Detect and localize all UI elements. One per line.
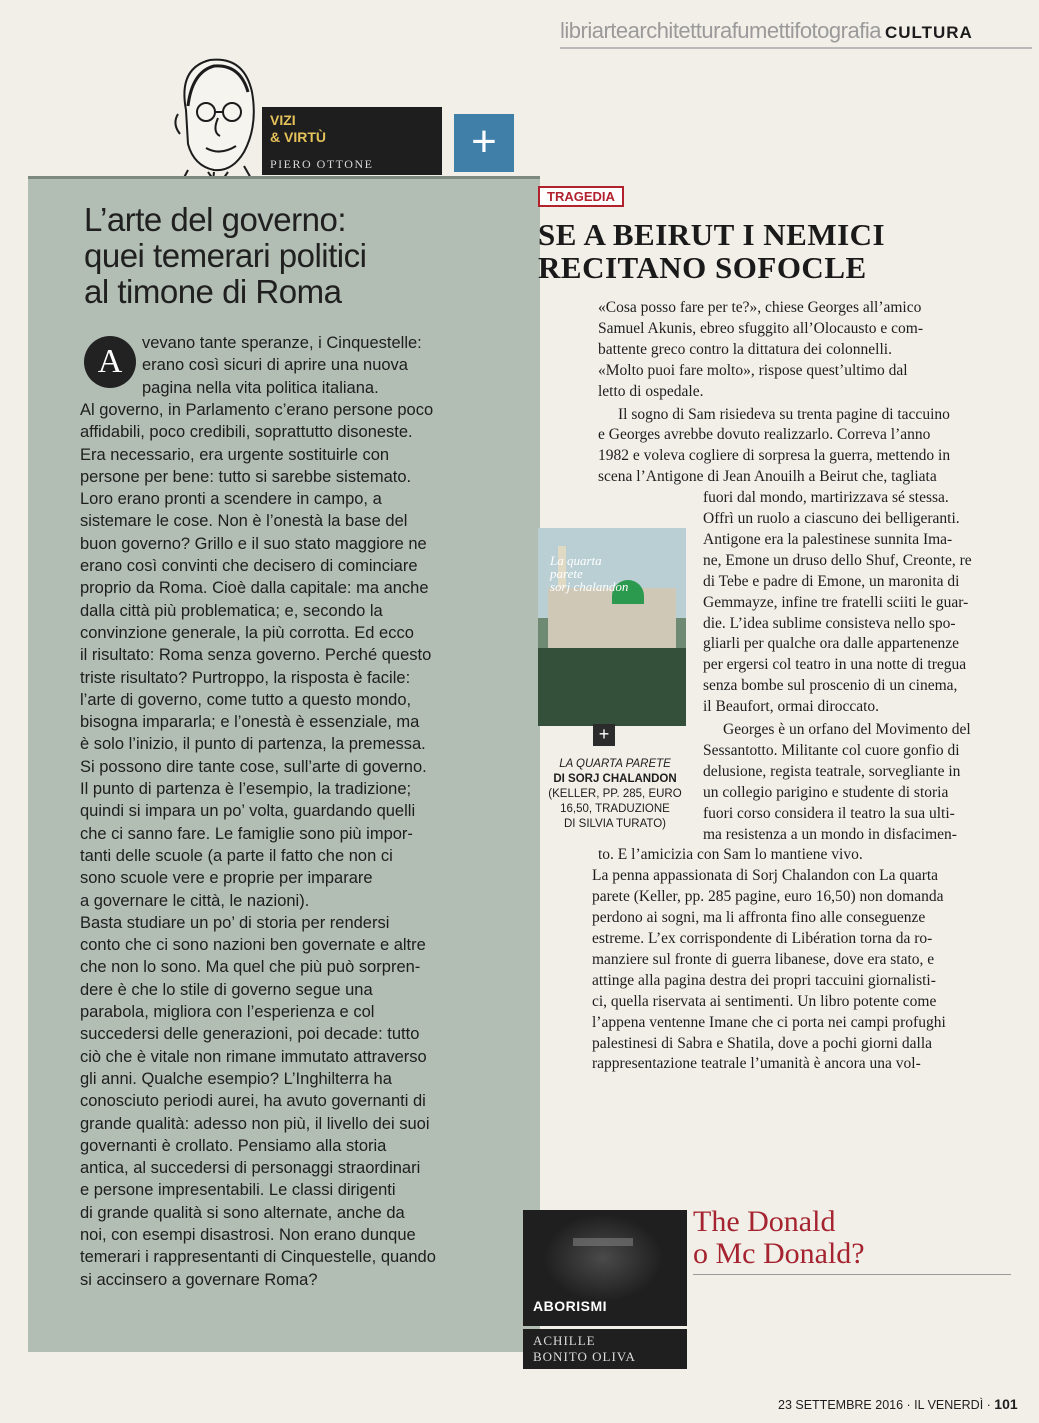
left-body-line: è solo l’inizio, il punto di partenza, la premessa.: [80, 735, 426, 754]
title-line: al timone di Roma: [84, 273, 342, 310]
aborismi-author-line: ACHILLE: [533, 1333, 596, 1348]
right-body-line: battente greco contro la dittatura dei colonnelli.: [598, 340, 892, 358]
header-rule: [560, 47, 1032, 49]
right-body-line: fuori corso considera il teatro la sua ulti-: [703, 804, 955, 822]
left-body-line: noi, con esempi disastrosi. Non erano dunque: [80, 1226, 416, 1244]
category-tag: TRAGEDIA: [538, 186, 624, 207]
left-body-line: dalla città più problematica; e, secondo la: [80, 601, 383, 620]
right-body-line: e Georges avrebbe dovuto realizzarlo. Correva l’anno: [598, 426, 931, 444]
right-body-line: di Tebe e padre di Emone, un maronita di: [703, 572, 960, 590]
caption-line: DI SORJ CHALANDON: [553, 773, 677, 785]
left-body-line: conosciuto periodi aurei, ha avuto governanti di: [80, 1092, 426, 1111]
right-article-headline: [538, 218, 1018, 284]
left-body-line: il risultato: Roma senza governo. Perché questo: [80, 646, 432, 665]
aborismi-author-line: BONITO OLIVA: [533, 1349, 636, 1364]
right-body-line: senza bombe sul proscenio di un cinema,: [703, 677, 958, 695]
left-body-line: conto che ci sono nazioni ben governate e altre: [80, 936, 426, 955]
left-body-line: quindi si impara un po’ volta, guardando quelli: [80, 802, 416, 821]
right-body-line: per ergersi col teatro in una notte di tregua: [703, 656, 967, 674]
book-caption: [535, 757, 695, 832]
right-body-line: parete (Keller, pp. 285 pagine, euro 16,50) non domanda: [592, 888, 944, 906]
left-body-line: pagina nella vita politica italiana.: [142, 378, 379, 397]
plus-icon: +: [451, 111, 517, 175]
section-header: [560, 18, 1030, 46]
right-body-line: ma resistenza a un mondo in disfacimen-: [703, 825, 957, 843]
headline-line: RECITANO SOFOCLE: [538, 250, 867, 285]
right-body-line: Il sogno di Sam risiedeva su trenta pagine di taccuino: [618, 405, 950, 423]
aborismi-rule: [693, 1274, 1011, 1275]
aborismi-title: [693, 1206, 1023, 1270]
column-name: VIZI & VIRTÙ: [270, 112, 326, 145]
aborismi-title-line: The Donald: [693, 1205, 836, 1238]
book-cover-image: [538, 528, 686, 726]
right-body-line: letto di ospedale.: [598, 382, 704, 400]
page-footer: [778, 1396, 1030, 1412]
right-body-line: attinge alla pagina destra dei propri taccuini giornalisti-: [592, 971, 936, 989]
section-list: libriartearchitetturafumettifotografia: [560, 18, 881, 43]
page-number: 101: [994, 1396, 1018, 1412]
left-body-line: persone per bene: tutto si sarebbe sistemato.: [80, 467, 412, 486]
left-body-line: di grande qualità si sono alternate, anche da: [80, 1203, 405, 1222]
right-body-line: gliarli per qualche ora dalle appartenenze: [703, 635, 960, 653]
left-body-line: Si possono dire tante cose, sull’arte di governo.: [80, 757, 427, 776]
left-body-line: dere è che lo stile di governo segue una: [80, 980, 373, 999]
left-body-line: buon governo? Grillo e il suo stato maggiore ne: [80, 534, 427, 553]
cover-plus-icon: +: [593, 724, 615, 746]
column-label-box: [262, 107, 442, 175]
right-body-line: Antigone era la palestinese sunnita Ima-: [703, 530, 953, 548]
right-body-line: Gemmayze, infine tre fratelli sciiti le guar-: [703, 593, 969, 611]
left-body-line: che ci sanno fare. Le famiglie sono più impor-: [80, 824, 413, 843]
left-body-line: affidabili, poco credibili, soprattutto disoneste.: [80, 423, 413, 442]
right-body-line: ci, quella riservata ai sentimenti. Un libro potente come: [592, 992, 937, 1010]
left-body-line: bisogna impararla; e l’onestà è essenziale, ma: [80, 713, 420, 732]
left-body-line: Basta studiare un po’ di storia per rendersi: [80, 913, 390, 932]
right-body-line: scena l’Antigone di Jean Anouilh a Beirut che, tagliata: [598, 468, 937, 486]
right-body-line: «Cosa posso fare per te?», chiese Georges all’amico: [598, 299, 922, 316]
caption-line: (KELLER, PP. 285, EURO: [548, 788, 682, 800]
right-body-line: La penna appassionata di Sorj Chalandon con La quarta: [592, 867, 939, 885]
aborismi-label: ABORISMI: [533, 1298, 607, 1314]
right-body-line: perdono ai sogni, ma li affronta fino alle conseguenze: [592, 909, 926, 927]
left-article-title: [84, 202, 494, 310]
left-body-line: sono scuole vere e proprie per imparare: [80, 869, 373, 888]
left-body-line: ciò che è vitale non rimane immutato attraverso: [80, 1047, 427, 1066]
left-body-line: temerari i rappresentanti di Cinquestelle, quando: [80, 1248, 436, 1267]
aborismi-author-box: [523, 1329, 687, 1369]
right-body-line: manziere sul fronte di guerra libanese, dove era stato, e: [592, 950, 935, 968]
left-body-line: triste risultato? Purtroppo, la risposta è facile:: [80, 668, 411, 687]
right-body-line: rappresentazione teatrale l’umanità è ancora una vol-: [592, 1055, 921, 1073]
right-body-line: il Beaufort, ormai diroccato.: [703, 698, 880, 716]
headline-line: SE A BEIRUT I NEMICI: [538, 217, 886, 252]
box-top-rule: [28, 176, 540, 179]
left-body-line: l’arte di governo, come tutto a questo mondo,: [80, 690, 412, 709]
title-line: L’arte del governo:: [84, 201, 347, 238]
left-body-line: si accinsero a governare Roma?: [80, 1270, 318, 1289]
left-body-line: proprio da Roma. Cioè dalla capitale: ma anche: [80, 579, 429, 598]
left-body-line: grande qualità: adesso non più, il livello dei suoi: [80, 1114, 430, 1133]
dropcap: A: [84, 336, 136, 388]
left-body-line: parabola, migliora con l’esperienza e col: [80, 1003, 375, 1021]
left-body-line: antica, al succedersi di personaggi straordinari: [80, 1159, 421, 1178]
aborismi-title-line: o Mc Donald?: [693, 1237, 865, 1270]
right-body-line: «Molto puoi fare molto», rispose quest’ultimo dal: [598, 361, 908, 379]
title-line: quei temerari politici: [84, 237, 367, 274]
eyes-band: [573, 1238, 633, 1246]
left-body-line: succedersi delle generazioni, poi decade: tutto: [80, 1025, 420, 1044]
right-body-line: Sessantotto. Militante col cuore gonfio di: [703, 741, 960, 759]
right-body-line: Samuel Akunis, ebreo sfuggito all’Olocausto e com-: [598, 319, 924, 337]
right-body-line: l’appena ventenne Imane che ci porta nei campi profughi: [592, 1013, 946, 1031]
right-body-line: delusione, regista teatrale, sorvegliante in: [703, 762, 961, 780]
right-body-line: Georges è un orfano del Movimento del: [723, 721, 971, 738]
face-image: [543, 1214, 663, 1302]
aborismi-image: [523, 1210, 687, 1326]
left-body-line: e persone impresentabili. Le classi dirigenti: [80, 1181, 396, 1200]
column-author: PIERO OTTONE: [270, 157, 374, 171]
left-body-line: convinzione generale, la più corrotta. Ed ecco: [80, 623, 414, 642]
left-body-line: che non lo sono. Ma quel che più può sorpren-: [80, 958, 421, 977]
footer-date: 23 SETTEMBRE 2016 · IL VENERDÌ ·: [778, 1398, 991, 1412]
caption-line: 16,50, TRADUZIONE: [560, 803, 670, 815]
right-body-line: estreme. L’ex corrispondente di Libération torna da ro-: [592, 930, 933, 947]
left-body-line: erano così convinti che decisero di cominciare: [80, 557, 418, 575]
right-body-line: un collegio parigino e studente di storia: [703, 783, 949, 801]
right-body-line: to. E l’amicizia con Sam lo mantiene vivo.: [598, 846, 863, 864]
right-body-line: palestinesi di Sabra e Shatila, dove a pochi giorni dalla: [592, 1034, 933, 1052]
left-body-line: Loro erano pronti a scendere in campo, a: [80, 490, 382, 509]
caption-line: LA QUARTA PARETE: [559, 758, 671, 770]
left-body-line: Al governo, in Parlamento c’erano persone poco: [80, 400, 434, 419]
right-body-line: die. L’idea sublime consisteva nello spo-: [703, 614, 956, 632]
left-body-line: erano così sicuri di aprire una nuova: [142, 356, 408, 375]
cover-trees: [538, 648, 686, 726]
right-body-line: fuori dal mondo, martirizzava sé stessa.: [703, 489, 949, 507]
left-body-line: Il punto di partenza è l’esempio, la tradizione;: [80, 780, 412, 798]
left-body-line: vevano tante speranze, i Cinquestelle:: [142, 334, 422, 352]
left-body-line: Era necessario, era urgente sostituirle con: [80, 445, 390, 464]
left-body-line: a governare le città, le nazioni).: [80, 891, 310, 910]
section-label: CULTURA: [884, 23, 973, 42]
left-body-line: sistemare le cose. Non è l’onestà la base del: [80, 512, 408, 531]
cover-title: La quarta parete sorj chalandon: [550, 553, 629, 594]
right-body-line: Offrì un ruolo a ciascuno dei belligeranti.: [703, 510, 960, 527]
caption-line: DI SILVIA TURATO): [563, 818, 667, 830]
left-body-line: tanti delle scuole (a parte il fatto che non ci: [80, 846, 393, 865]
right-body-line: 1982 e voleva cogliere di sorpresa la guerra, mettendo in: [598, 447, 951, 465]
right-body-line: ne, Emone un druso dello Shuf, Creonte, re: [703, 551, 972, 569]
left-body-line: governanti è crollato. Pensiamo alla storia: [80, 1136, 387, 1155]
left-body-line: gli anni. Qualche esempio? L’Inghilterra ha: [80, 1069, 392, 1088]
